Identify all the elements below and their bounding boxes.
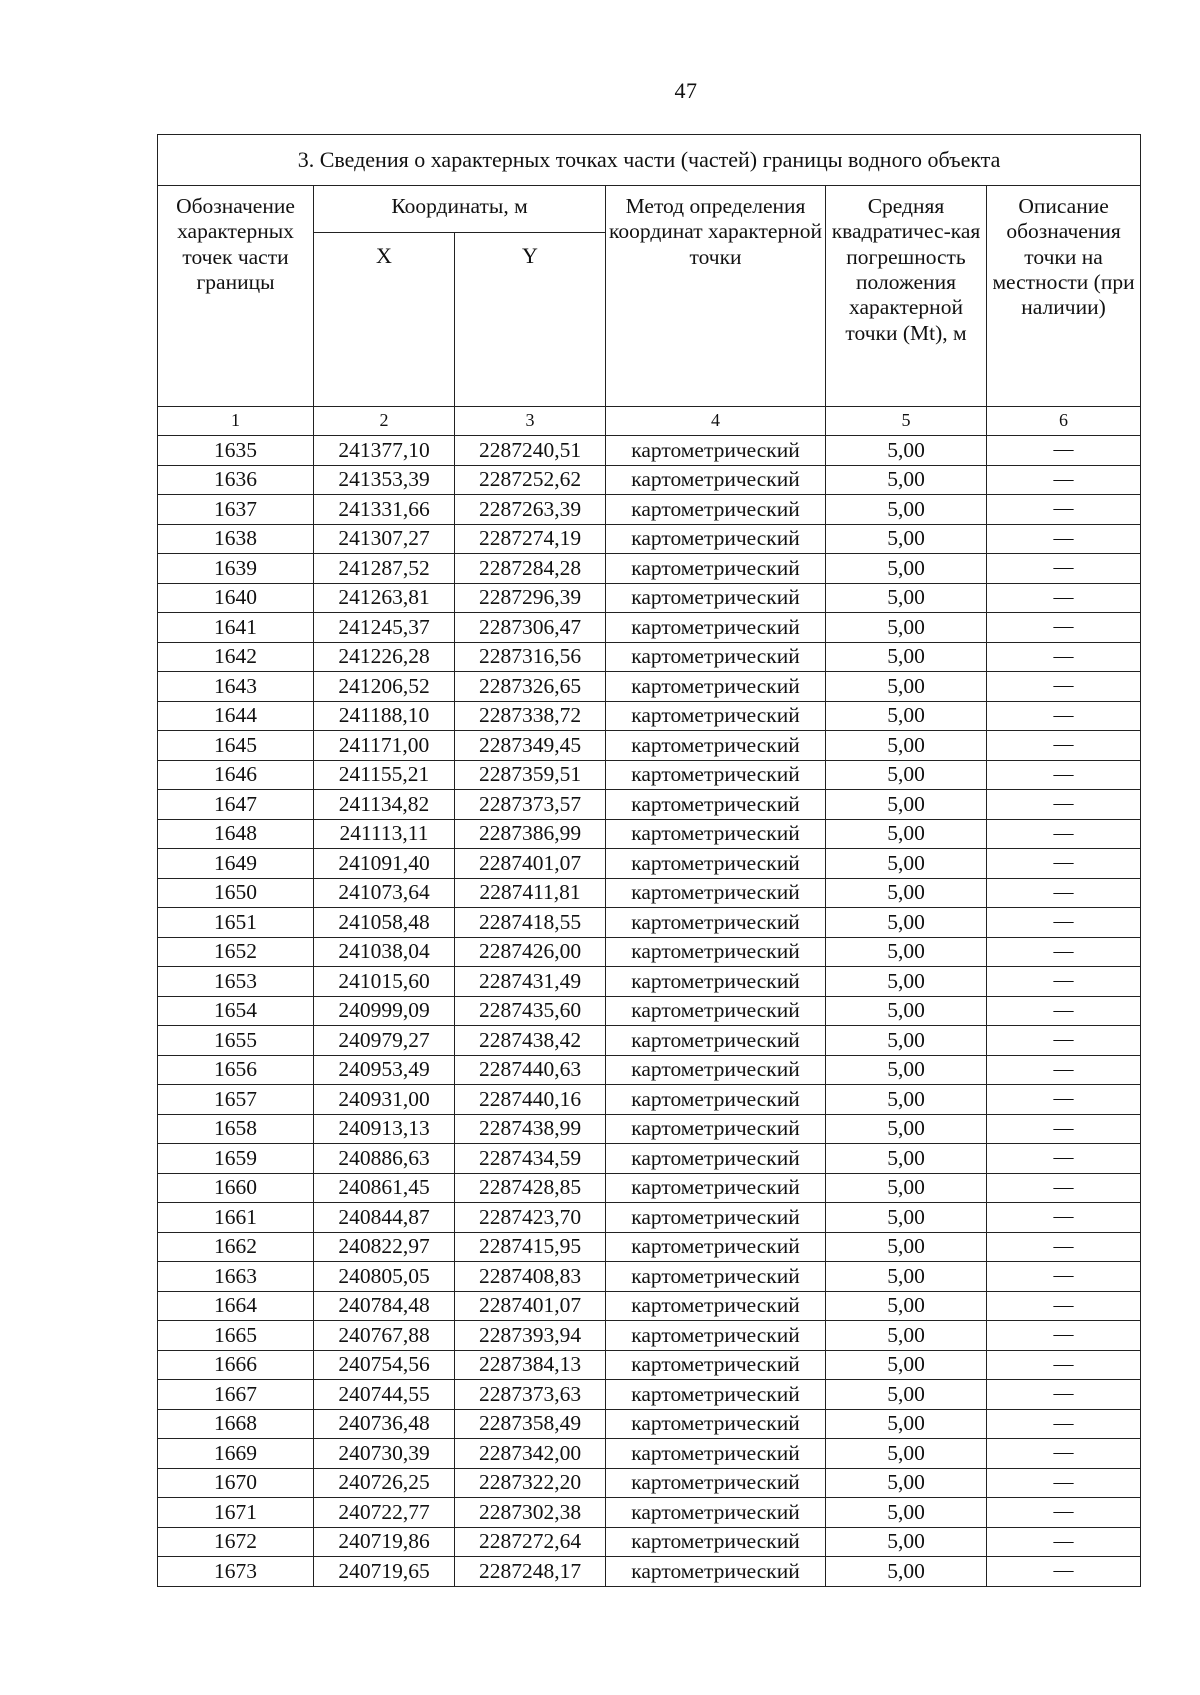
description-cell: — bbox=[987, 1380, 1141, 1410]
error-cell: 5,00 bbox=[826, 731, 987, 761]
table-row bbox=[158, 790, 1141, 820]
description-cell: — bbox=[987, 908, 1141, 938]
table-row bbox=[158, 1380, 1141, 1410]
method-cell: картометрический bbox=[606, 1055, 826, 1085]
description-cell: — bbox=[987, 1291, 1141, 1321]
method-cell: картометрический bbox=[606, 701, 826, 731]
error-cell: 5,00 bbox=[826, 1439, 987, 1469]
point-id-cell: 1640 bbox=[158, 583, 314, 613]
point-id-cell: 1638 bbox=[158, 524, 314, 554]
error-cell: 5,00 bbox=[826, 672, 987, 702]
description-cell: — bbox=[987, 731, 1141, 761]
method-cell: картометрический bbox=[606, 878, 826, 908]
table-row bbox=[158, 1409, 1141, 1439]
x-coordinate-cell: 240719,86 bbox=[314, 1527, 455, 1557]
method-cell: картометрический bbox=[606, 642, 826, 672]
table-row bbox=[158, 819, 1141, 849]
page-number: 47 bbox=[674, 78, 698, 103]
error-cell: 5,00 bbox=[826, 1026, 987, 1056]
column-number: 4 bbox=[606, 407, 826, 436]
x-coordinate-cell: 240931,00 bbox=[314, 1085, 455, 1115]
y-coordinate-cell: 2287306,47 bbox=[455, 613, 606, 643]
y-coordinate-cell: 2287428,85 bbox=[455, 1173, 606, 1203]
method-cell: картометрический bbox=[606, 937, 826, 967]
method-cell: картометрический bbox=[606, 1350, 826, 1380]
table-row bbox=[158, 436, 1141, 466]
y-coordinate-cell: 2287384,13 bbox=[455, 1350, 606, 1380]
error-cell: 5,00 bbox=[826, 1468, 987, 1498]
column-number: 2 bbox=[314, 407, 455, 436]
error-cell: 5,00 bbox=[826, 996, 987, 1026]
y-coordinate-cell: 2287272,64 bbox=[455, 1527, 606, 1557]
method-cell: картометрический bbox=[606, 849, 826, 879]
method-cell: картометрический bbox=[606, 790, 826, 820]
point-id-cell: 1656 bbox=[158, 1055, 314, 1085]
point-id-cell: 1646 bbox=[158, 760, 314, 790]
y-coordinate-cell: 2287373,63 bbox=[455, 1380, 606, 1410]
point-id-cell: 1665 bbox=[158, 1321, 314, 1351]
y-coordinate-cell: 2287440,16 bbox=[455, 1085, 606, 1115]
y-coordinate-cell: 2287435,60 bbox=[455, 996, 606, 1026]
error-cell: 5,00 bbox=[826, 495, 987, 525]
error-cell: 5,00 bbox=[826, 790, 987, 820]
description-cell: — bbox=[987, 967, 1141, 997]
description-cell: — bbox=[987, 1409, 1141, 1439]
description-cell: — bbox=[987, 583, 1141, 613]
description-cell: — bbox=[987, 1173, 1141, 1203]
table-row bbox=[158, 1291, 1141, 1321]
table-row bbox=[158, 554, 1141, 584]
x-coordinate-cell: 240722,77 bbox=[314, 1498, 455, 1528]
point-id-cell: 1668 bbox=[158, 1409, 314, 1439]
x-coordinate-cell: 241091,40 bbox=[314, 849, 455, 879]
table-row bbox=[158, 672, 1141, 702]
table-row bbox=[158, 1232, 1141, 1262]
point-id-cell: 1658 bbox=[158, 1114, 314, 1144]
method-cell: картометрический bbox=[606, 967, 826, 997]
table-row bbox=[158, 1468, 1141, 1498]
error-cell: 5,00 bbox=[826, 1144, 987, 1174]
y-coordinate-cell: 2287342,00 bbox=[455, 1439, 606, 1469]
x-coordinate-cell: 241287,52 bbox=[314, 554, 455, 584]
error-cell: 5,00 bbox=[826, 642, 987, 672]
method-cell: картометрический bbox=[606, 1173, 826, 1203]
x-coordinate-cell: 240767,88 bbox=[314, 1321, 455, 1351]
description-cell: — bbox=[987, 1350, 1141, 1380]
error-cell: 5,00 bbox=[826, 1527, 987, 1557]
point-id-cell: 1652 bbox=[158, 937, 314, 967]
error-cell: 5,00 bbox=[826, 1114, 987, 1144]
method-cell: картометрический bbox=[606, 819, 826, 849]
error-cell: 5,00 bbox=[826, 1262, 987, 1292]
x-coordinate-cell: 240844,87 bbox=[314, 1203, 455, 1233]
table-row bbox=[158, 1203, 1141, 1233]
x-coordinate-cell: 241245,37 bbox=[314, 613, 455, 643]
boundary-points-table bbox=[157, 134, 1141, 1587]
error-cell: 5,00 bbox=[826, 1203, 987, 1233]
y-coordinate-cell: 2287240,51 bbox=[455, 436, 606, 466]
description-cell: — bbox=[987, 1498, 1141, 1528]
description-cell: — bbox=[987, 1468, 1141, 1498]
x-coordinate-cell: 241015,60 bbox=[314, 967, 455, 997]
error-cell: 5,00 bbox=[826, 1085, 987, 1115]
description-cell: — bbox=[987, 1262, 1141, 1292]
method-cell: картометрический bbox=[606, 908, 826, 938]
table-row bbox=[158, 996, 1141, 1026]
table-row bbox=[158, 1262, 1141, 1292]
point-id-cell: 1643 bbox=[158, 672, 314, 702]
method-cell: картометрический bbox=[606, 1203, 826, 1233]
point-id-cell: 1673 bbox=[158, 1557, 314, 1587]
error-cell: 5,00 bbox=[826, 967, 987, 997]
method-cell: картометрический bbox=[606, 1527, 826, 1557]
x-coordinate-cell: 241188,10 bbox=[314, 701, 455, 731]
header-error: Средняя квадратичес-кая погрешность положения характерной точки (Mt), м bbox=[826, 186, 987, 407]
column-numbers-row bbox=[158, 407, 1141, 436]
table-row bbox=[158, 642, 1141, 672]
description-cell: — bbox=[987, 465, 1141, 495]
point-id-cell: 1655 bbox=[158, 1026, 314, 1056]
error-cell: 5,00 bbox=[826, 465, 987, 495]
method-cell: картометрический bbox=[606, 554, 826, 584]
method-cell: картометрический bbox=[606, 731, 826, 761]
x-coordinate-cell: 240953,49 bbox=[314, 1055, 455, 1085]
point-id-cell: 1667 bbox=[158, 1380, 314, 1410]
method-cell: картометрический bbox=[606, 1232, 826, 1262]
header-y: Y bbox=[455, 233, 606, 407]
y-coordinate-cell: 2287423,70 bbox=[455, 1203, 606, 1233]
table-row bbox=[158, 613, 1141, 643]
description-cell: — bbox=[987, 495, 1141, 525]
description-cell: — bbox=[987, 1527, 1141, 1557]
y-coordinate-cell: 2287440,63 bbox=[455, 1055, 606, 1085]
point-id-cell: 1644 bbox=[158, 701, 314, 731]
point-id-cell: 1653 bbox=[158, 967, 314, 997]
method-cell: картометрический bbox=[606, 1085, 826, 1115]
method-cell: картометрический bbox=[606, 1498, 826, 1528]
y-coordinate-cell: 2287349,45 bbox=[455, 731, 606, 761]
point-id-cell: 1637 bbox=[158, 495, 314, 525]
table-row bbox=[158, 495, 1141, 525]
y-coordinate-cell: 2287326,65 bbox=[455, 672, 606, 702]
y-coordinate-cell: 2287411,81 bbox=[455, 878, 606, 908]
x-coordinate-cell: 241155,21 bbox=[314, 760, 455, 790]
table-row bbox=[158, 583, 1141, 613]
table-row bbox=[158, 1498, 1141, 1528]
error-cell: 5,00 bbox=[826, 1557, 987, 1587]
description-cell: — bbox=[987, 1321, 1141, 1351]
table-row bbox=[158, 1321, 1141, 1351]
error-cell: 5,00 bbox=[826, 849, 987, 879]
description-cell: — bbox=[987, 642, 1141, 672]
description-cell: — bbox=[987, 613, 1141, 643]
y-coordinate-cell: 2287338,72 bbox=[455, 701, 606, 731]
point-id-cell: 1647 bbox=[158, 790, 314, 820]
description-cell: — bbox=[987, 524, 1141, 554]
method-cell: картометрический bbox=[606, 1144, 826, 1174]
description-cell: — bbox=[987, 760, 1141, 790]
column-number: 6 bbox=[987, 407, 1141, 436]
table-row bbox=[158, 701, 1141, 731]
error-cell: 5,00 bbox=[826, 760, 987, 790]
error-cell: 5,00 bbox=[826, 1232, 987, 1262]
point-id-cell: 1670 bbox=[158, 1468, 314, 1498]
description-cell: — bbox=[987, 878, 1141, 908]
description-cell: — bbox=[987, 849, 1141, 879]
y-coordinate-cell: 2287252,62 bbox=[455, 465, 606, 495]
point-id-cell: 1654 bbox=[158, 996, 314, 1026]
table-caption: 3. Сведения о характерных точках части (частей) границы водного объекта bbox=[158, 135, 1141, 186]
y-coordinate-cell: 2287274,19 bbox=[455, 524, 606, 554]
y-coordinate-cell: 2287426,00 bbox=[455, 937, 606, 967]
header-method: Метод определения координат характерной точки bbox=[606, 186, 826, 407]
y-coordinate-cell: 2287358,49 bbox=[455, 1409, 606, 1439]
table-row bbox=[158, 849, 1141, 879]
point-id-cell: 1641 bbox=[158, 613, 314, 643]
method-cell: картометрический bbox=[606, 1291, 826, 1321]
y-coordinate-cell: 2287302,38 bbox=[455, 1498, 606, 1528]
y-coordinate-cell: 2287359,51 bbox=[455, 760, 606, 790]
description-cell: — bbox=[987, 996, 1141, 1026]
error-cell: 5,00 bbox=[826, 1173, 987, 1203]
description-cell: — bbox=[987, 1232, 1141, 1262]
x-coordinate-cell: 240730,39 bbox=[314, 1439, 455, 1469]
point-id-cell: 1657 bbox=[158, 1085, 314, 1115]
method-cell: картометрический bbox=[606, 1557, 826, 1587]
x-coordinate-cell: 240744,55 bbox=[314, 1380, 455, 1410]
y-coordinate-cell: 2287263,39 bbox=[455, 495, 606, 525]
method-cell: картометрический bbox=[606, 1262, 826, 1292]
y-coordinate-cell: 2287248,17 bbox=[455, 1557, 606, 1587]
y-coordinate-cell: 2287386,99 bbox=[455, 819, 606, 849]
description-cell: — bbox=[987, 1114, 1141, 1144]
x-coordinate-cell: 241171,00 bbox=[314, 731, 455, 761]
point-id-cell: 1651 bbox=[158, 908, 314, 938]
table-row bbox=[158, 731, 1141, 761]
table-row bbox=[158, 1055, 1141, 1085]
error-cell: 5,00 bbox=[826, 1409, 987, 1439]
method-cell: картометрический bbox=[606, 436, 826, 466]
method-cell: картометрический bbox=[606, 524, 826, 554]
point-id-cell: 1648 bbox=[158, 819, 314, 849]
x-coordinate-cell: 240805,05 bbox=[314, 1262, 455, 1292]
y-coordinate-cell: 2287431,49 bbox=[455, 967, 606, 997]
description-cell: — bbox=[987, 937, 1141, 967]
point-id-cell: 1663 bbox=[158, 1262, 314, 1292]
description-cell: — bbox=[987, 1085, 1141, 1115]
method-cell: картометрический bbox=[606, 1409, 826, 1439]
table-row bbox=[158, 1557, 1141, 1587]
table-row bbox=[158, 908, 1141, 938]
method-cell: картометрический bbox=[606, 996, 826, 1026]
column-number: 5 bbox=[826, 407, 987, 436]
description-cell: — bbox=[987, 790, 1141, 820]
x-coordinate-cell: 240999,09 bbox=[314, 996, 455, 1026]
method-cell: картометрический bbox=[606, 583, 826, 613]
table-row bbox=[158, 760, 1141, 790]
y-coordinate-cell: 2287434,59 bbox=[455, 1144, 606, 1174]
error-cell: 5,00 bbox=[826, 583, 987, 613]
x-coordinate-cell: 241331,66 bbox=[314, 495, 455, 525]
point-id-cell: 1662 bbox=[158, 1232, 314, 1262]
error-cell: 5,00 bbox=[826, 937, 987, 967]
x-coordinate-cell: 241263,81 bbox=[314, 583, 455, 613]
x-coordinate-cell: 241058,48 bbox=[314, 908, 455, 938]
method-cell: картометрический bbox=[606, 1439, 826, 1469]
y-coordinate-cell: 2287401,07 bbox=[455, 849, 606, 879]
y-coordinate-cell: 2287418,55 bbox=[455, 908, 606, 938]
error-cell: 5,00 bbox=[826, 1498, 987, 1528]
y-coordinate-cell: 2287438,42 bbox=[455, 1026, 606, 1056]
point-id-cell: 1642 bbox=[158, 642, 314, 672]
x-coordinate-cell: 240719,65 bbox=[314, 1557, 455, 1587]
x-coordinate-cell: 241353,39 bbox=[314, 465, 455, 495]
y-coordinate-cell: 2287316,56 bbox=[455, 642, 606, 672]
error-cell: 5,00 bbox=[826, 1055, 987, 1085]
x-coordinate-cell: 241377,10 bbox=[314, 436, 455, 466]
method-cell: картометрический bbox=[606, 1468, 826, 1498]
table-row bbox=[158, 1173, 1141, 1203]
point-id-cell: 1635 bbox=[158, 436, 314, 466]
column-number: 3 bbox=[455, 407, 606, 436]
x-coordinate-cell: 240979,27 bbox=[314, 1026, 455, 1056]
description-cell: — bbox=[987, 672, 1141, 702]
x-coordinate-cell: 241226,28 bbox=[314, 642, 455, 672]
point-id-cell: 1650 bbox=[158, 878, 314, 908]
description-cell: — bbox=[987, 554, 1141, 584]
y-coordinate-cell: 2287408,83 bbox=[455, 1262, 606, 1292]
table-row bbox=[158, 524, 1141, 554]
y-coordinate-cell: 2287373,57 bbox=[455, 790, 606, 820]
error-cell: 5,00 bbox=[826, 701, 987, 731]
x-coordinate-cell: 241073,64 bbox=[314, 878, 455, 908]
point-id-cell: 1645 bbox=[158, 731, 314, 761]
error-cell: 5,00 bbox=[826, 1291, 987, 1321]
x-coordinate-cell: 241206,52 bbox=[314, 672, 455, 702]
error-cell: 5,00 bbox=[826, 1321, 987, 1351]
table-row bbox=[158, 1026, 1141, 1056]
y-coordinate-cell: 2287322,20 bbox=[455, 1468, 606, 1498]
error-cell: 5,00 bbox=[826, 554, 987, 584]
method-cell: картометрический bbox=[606, 1114, 826, 1144]
y-coordinate-cell: 2287415,95 bbox=[455, 1232, 606, 1262]
description-cell: — bbox=[987, 1144, 1141, 1174]
error-cell: 5,00 bbox=[826, 436, 987, 466]
method-cell: картометрический bbox=[606, 672, 826, 702]
y-coordinate-cell: 2287284,28 bbox=[455, 554, 606, 584]
table-row bbox=[158, 1085, 1141, 1115]
description-cell: — bbox=[987, 436, 1141, 466]
header-point-designation: Обозначение характерных точек части границы bbox=[158, 186, 314, 407]
point-id-cell: 1671 bbox=[158, 1498, 314, 1528]
error-cell: 5,00 bbox=[826, 908, 987, 938]
x-coordinate-cell: 240784,48 bbox=[314, 1291, 455, 1321]
description-cell: — bbox=[987, 1203, 1141, 1233]
point-id-cell: 1661 bbox=[158, 1203, 314, 1233]
table-row bbox=[158, 937, 1141, 967]
method-cell: картометрический bbox=[606, 1380, 826, 1410]
table-row bbox=[158, 878, 1141, 908]
description-cell: — bbox=[987, 1557, 1141, 1587]
x-coordinate-cell: 240913,13 bbox=[314, 1114, 455, 1144]
point-id-cell: 1660 bbox=[158, 1173, 314, 1203]
description-cell: — bbox=[987, 1026, 1141, 1056]
table-row bbox=[158, 1527, 1141, 1557]
point-id-cell: 1639 bbox=[158, 554, 314, 584]
method-cell: картометрический bbox=[606, 1026, 826, 1056]
x-coordinate-cell: 241307,27 bbox=[314, 524, 455, 554]
description-cell: — bbox=[987, 1439, 1141, 1469]
point-id-cell: 1664 bbox=[158, 1291, 314, 1321]
x-coordinate-cell: 240861,45 bbox=[314, 1173, 455, 1203]
point-id-cell: 1672 bbox=[158, 1527, 314, 1557]
y-coordinate-cell: 2287401,07 bbox=[455, 1291, 606, 1321]
error-cell: 5,00 bbox=[826, 819, 987, 849]
point-id-cell: 1636 bbox=[158, 465, 314, 495]
header-coordinates: Координаты, м bbox=[314, 186, 606, 233]
method-cell: картометрический bbox=[606, 613, 826, 643]
header-x: X bbox=[314, 233, 455, 407]
error-cell: 5,00 bbox=[826, 524, 987, 554]
table-row bbox=[158, 1439, 1141, 1469]
table-row bbox=[158, 1114, 1141, 1144]
x-coordinate-cell: 241038,04 bbox=[314, 937, 455, 967]
y-coordinate-cell: 2287296,39 bbox=[455, 583, 606, 613]
point-id-cell: 1659 bbox=[158, 1144, 314, 1174]
error-cell: 5,00 bbox=[826, 613, 987, 643]
y-coordinate-cell: 2287438,99 bbox=[455, 1114, 606, 1144]
method-cell: картометрический bbox=[606, 495, 826, 525]
method-cell: картометрический bbox=[606, 760, 826, 790]
table-row bbox=[158, 967, 1141, 997]
point-id-cell: 1669 bbox=[158, 1439, 314, 1469]
error-cell: 5,00 bbox=[826, 1350, 987, 1380]
x-coordinate-cell: 241113,11 bbox=[314, 819, 455, 849]
table-row bbox=[158, 465, 1141, 495]
x-coordinate-cell: 240754,56 bbox=[314, 1350, 455, 1380]
method-cell: картометрический bbox=[606, 1321, 826, 1351]
x-coordinate-cell: 240886,63 bbox=[314, 1144, 455, 1174]
point-id-cell: 1649 bbox=[158, 849, 314, 879]
description-cell: — bbox=[987, 701, 1141, 731]
x-coordinate-cell: 241134,82 bbox=[314, 790, 455, 820]
table-body bbox=[158, 436, 1141, 1587]
x-coordinate-cell: 240736,48 bbox=[314, 1409, 455, 1439]
description-cell: — bbox=[987, 1055, 1141, 1085]
x-coordinate-cell: 240822,97 bbox=[314, 1232, 455, 1262]
error-cell: 5,00 bbox=[826, 1380, 987, 1410]
y-coordinate-cell: 2287393,94 bbox=[455, 1321, 606, 1351]
header-description: Описание обозначения точки на местности (при наличии) bbox=[987, 186, 1141, 407]
table-row bbox=[158, 1144, 1141, 1174]
description-cell: — bbox=[987, 819, 1141, 849]
point-id-cell: 1666 bbox=[158, 1350, 314, 1380]
column-number: 1 bbox=[158, 407, 314, 436]
error-cell: 5,00 bbox=[826, 878, 987, 908]
x-coordinate-cell: 240726,25 bbox=[314, 1468, 455, 1498]
method-cell: картометрический bbox=[606, 465, 826, 495]
table-row bbox=[158, 1350, 1141, 1380]
